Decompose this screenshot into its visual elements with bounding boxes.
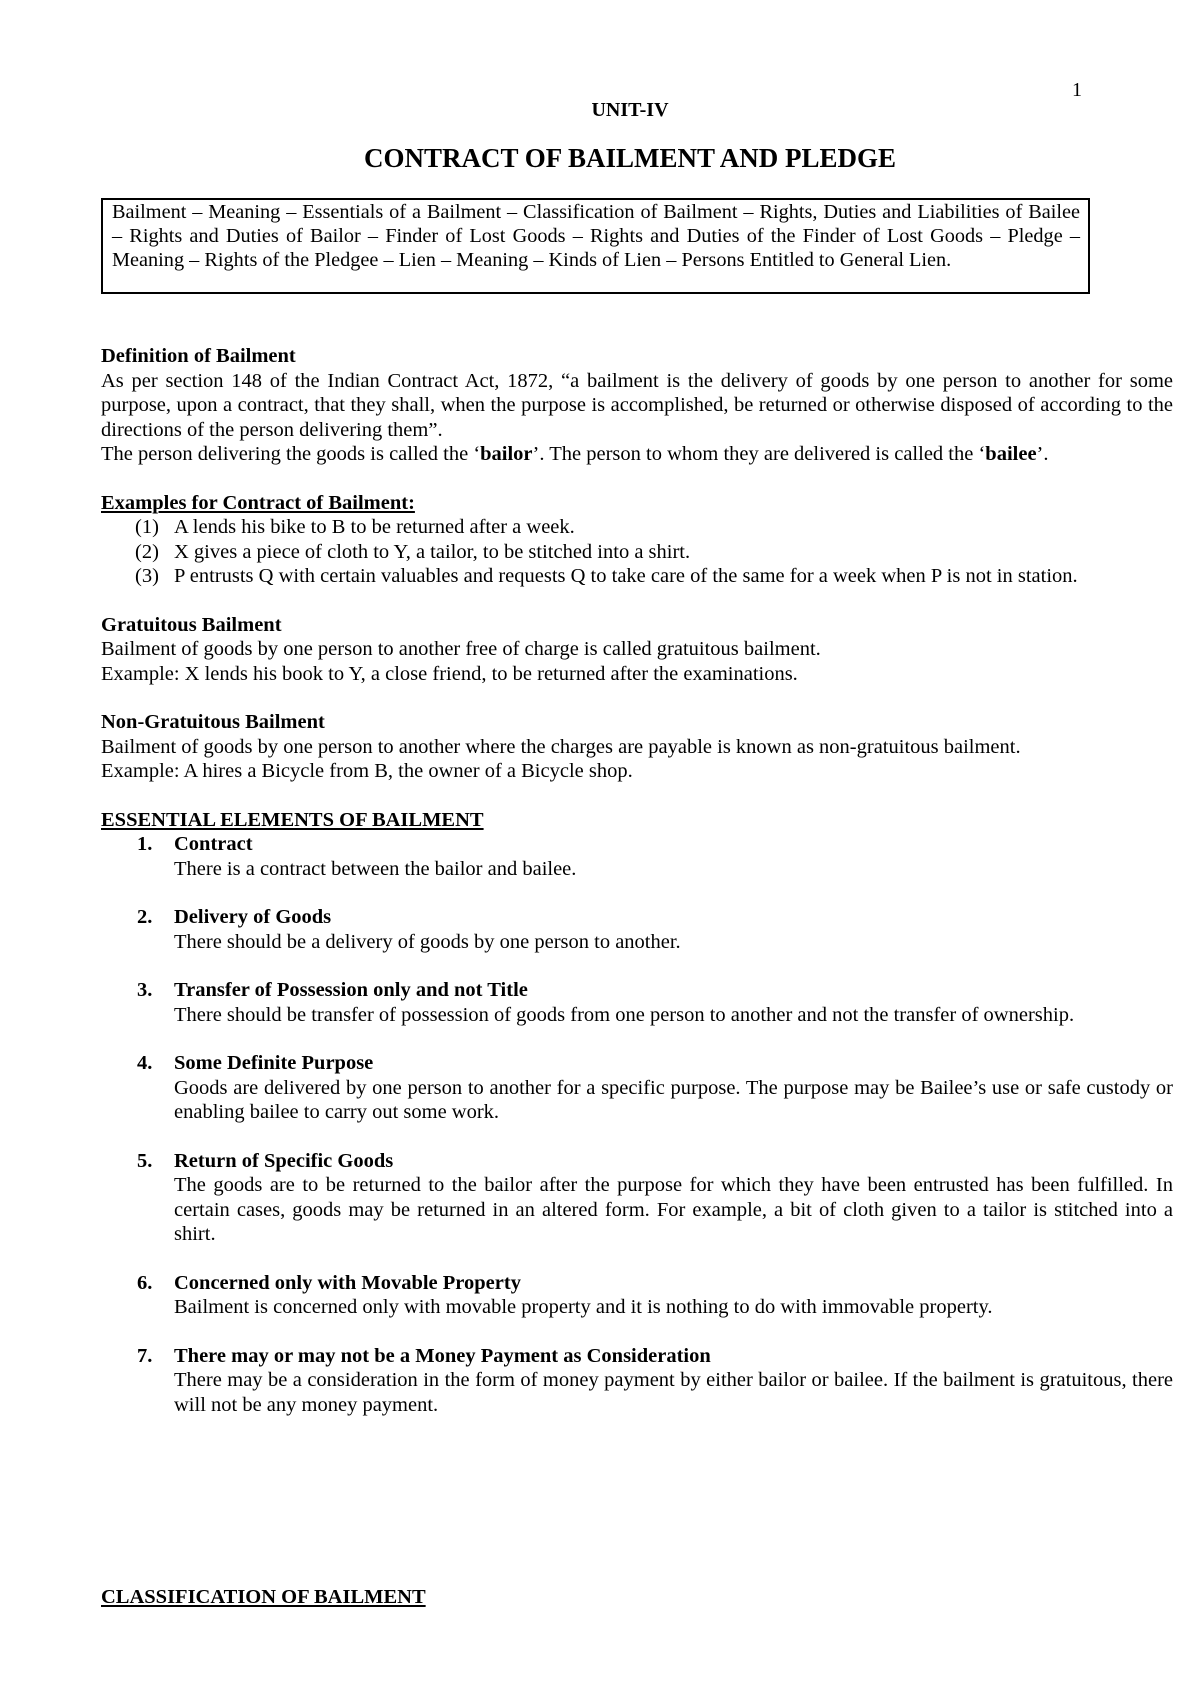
non-gratuitous-example: Example: A hires a Bicycle from B, the owner of a Bicycle shop. (101, 760, 633, 782)
list-item: (2) X gives a piece of cloth to Y, a tailor, to be stitched into a shirt. (135, 540, 691, 563)
examples-list (101, 515, 1173, 589)
main-content (101, 344, 1173, 1441)
list-item: 6. Concerned only with Movable Property Bailment is concerned only with movable property and it is nothing to do with immovable property. (137, 1271, 993, 1318)
list-item: 5. Return of Specific Goods The goods are to be returned to the bailor after the purpose for which they have been entrusted has been fulfilled. In certain cases, goods may be returned in an altered form. For example, a bit of cloth given to a tailor is stitched into a shirt. (137, 1149, 1173, 1245)
bailee-term: bailee (985, 443, 1037, 465)
definition-text: As per section 148 of the Indian Contract Act, 1872, “a bailment is the delivery of goods by one person to another for some purpose, upon a contract, that they shall, when the purpose is accomplished, be returned or otherwise disposed of according to the directions of the person delivering them”. (101, 369, 1173, 441)
examples-heading: Examples for Contract of Bailment: (101, 491, 415, 514)
essentials-list (101, 832, 1173, 1417)
list-item: (3) P entrusts Q with certain valuables and requests Q to take care of the same for a week when P is not in station. (135, 565, 1078, 587)
gratuitous-heading: Gratuitous Bailment (101, 613, 282, 636)
list-item: (1) A lends his bike to B to be returned after a week. (135, 516, 575, 538)
bailor-term: bailor (480, 443, 533, 465)
persons-text-3: ’. (1036, 443, 1049, 465)
gratuitous-text: Bailment of goods by one person to another free of charge is called gratuitous bailment. (101, 638, 821, 660)
non-gratuitous-text: Bailment of goods by one person to another where the charges are payable is known as non-gratuitous bailment. (101, 735, 1021, 758)
list-item: 1. Contract There is a contract between the bailor and bailee. (137, 833, 577, 880)
list-item: 3. Transfer of Possession only and not Title There should be transfer of possession of goods from one person to another and not the transfer of ownership. (137, 979, 1075, 1026)
list-item: 4. Some Definite Purpose Goods are delivered by one person to another for a specific purpose. The purpose may be Bailee’s use or safe custody or enabling bailee to carry out some work. (137, 1052, 1173, 1123)
page-number: 1 (1072, 79, 1082, 101)
page-title: CONTRACT OF BAILMENT AND PLEDGE (363, 143, 897, 173)
unit-label: UNIT-IV (591, 99, 669, 121)
essentials-heading: ESSENTIAL ELEMENTS OF BAILMENT (101, 808, 484, 831)
persons-text-2: ’. The person to whom they are delivered is called the ‘ (532, 443, 986, 465)
definition-persons (101, 442, 1173, 467)
list-item: 7. There may or may not be a Money Payment as Consideration There may be a consideration in the form of money payment by either bailor or bailee. If the bailment is gratuitous, there will not be any money payment. (137, 1344, 1173, 1416)
persons-text-1: The person delivering the goods is called the ‘ (101, 443, 481, 465)
syllabus-box: Bailment – Meaning – Essentials of a Bailment – Classification of Bailment – Rights, Duties and Liabilities of Bailee – Rights and Duties of Bailor – Finder of Lost Goods – Rights and Duties of the Finder of Lost Goods – Pledge – Meaning – Rights of the Pledgee – Lien – Meaning – Kinds of Lien – Persons Entitled to General Lien. (101, 198, 1090, 294)
list-item: 2. Delivery of Goods There should be a delivery of goods by one person to another. (137, 906, 681, 953)
non-gratuitous-heading: Non-Gratuitous Bailment (101, 711, 325, 733)
classification-heading: CLASSIFICATION OF BAILMENT (101, 1586, 426, 1608)
gratuitous-example: Example: X lends his book to Y, a close friend, to be returned after the examinations. (101, 662, 798, 685)
definition-heading: Definition of Bailment (101, 345, 296, 367)
